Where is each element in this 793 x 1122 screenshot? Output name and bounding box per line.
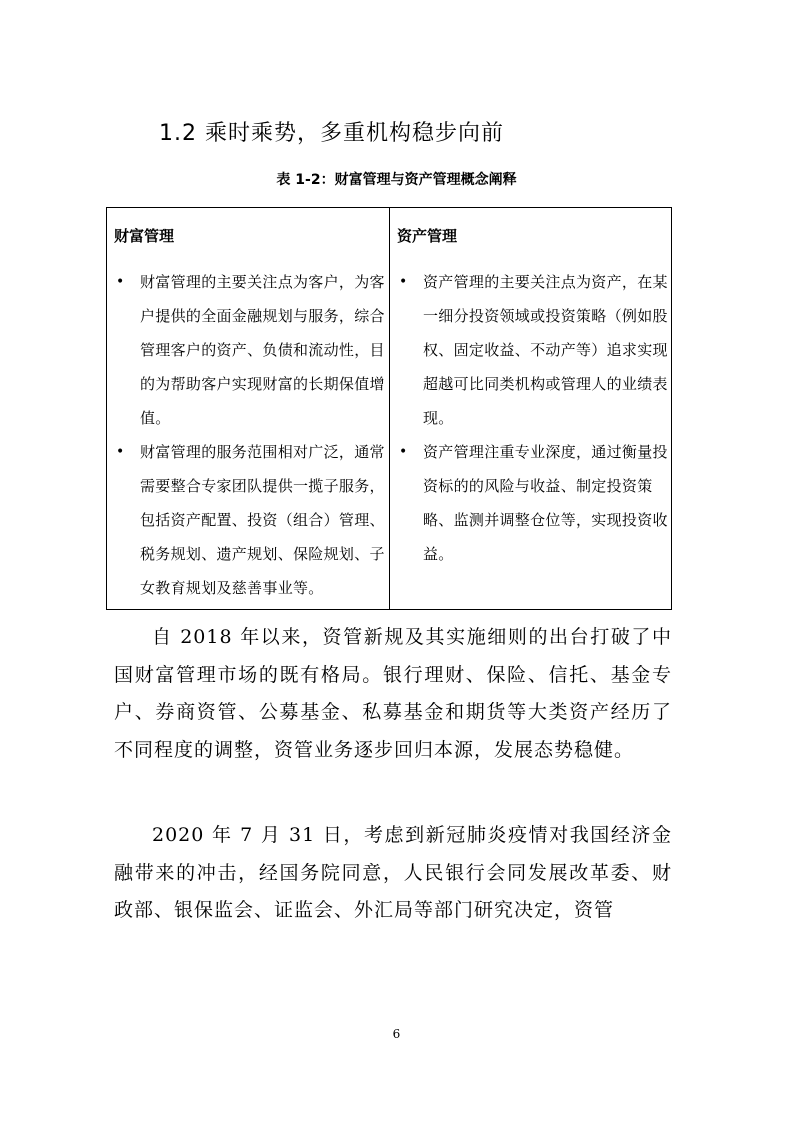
page-number: 6 xyxy=(392,1027,401,1041)
body-paragraph: 自 2018 年以来，资管新规及其实施细则的出台打破了中国财富管理市场的既有格局。银行理财、保险、信托、基金专户、券商资管、公募基金、私募基金和期货等大类资产经历了不同程度的调整，资管业务逐步回归本源，发展态势稳健。 xyxy=(114,626,672,761)
bullet-text: 财富管理的主要关注点为客户，为客户提供的全面金融规划与服务，综合管理客户的资产、负债和流动性，目的为帮助客户实现财富的长期保值增值。 xyxy=(140,273,385,427)
wealth-management-header: 财富管理 xyxy=(114,227,175,245)
asset-management-header: 资产管理 xyxy=(397,227,458,245)
wealth-management-column xyxy=(107,208,390,609)
bullet-icon: • xyxy=(116,444,125,460)
bullet-icon: • xyxy=(116,274,125,290)
concept-table xyxy=(106,207,672,610)
bullet-text: 资产管理的主要关注点为资产，在某一细分投资领域或投资策略（例如股权、固定收益、不动产等）追求实现超越可比同类机构或管理人的业绩表现。 xyxy=(423,273,668,427)
bullet-icon: • xyxy=(399,274,408,290)
table-caption: 表 1-2：财富管理与资产管理概念阐释 xyxy=(276,172,517,188)
body-paragraph: 2020 年 7 月 31 日，考虑到新冠肺炎疫情对我国经济金融带来的冲击，经国务院同意，人民银行会同发展改革委、财政部、银保监会、证监会、外汇局等部门研究决定，资管 xyxy=(114,824,672,921)
bullet-icon: • xyxy=(399,444,408,460)
asset-management-column xyxy=(390,208,671,609)
bullet-text: 财富管理的服务范围相对广泛，通常需要整合专家团队提供一揽子服务，包括资产配置、投资（组合）管理、税务规划、遗产规划、保险规划、子女教育规划及慈善事业等。 xyxy=(140,443,385,597)
bullet-text: 资产管理注重专业深度，通过衡量投资标的的风险与收益、制定投资策略、监测并调整仓位等，实现投资收益。 xyxy=(423,443,668,563)
section-title: 1.2 乘时乘势，多重机构稳步向前 xyxy=(159,121,504,146)
